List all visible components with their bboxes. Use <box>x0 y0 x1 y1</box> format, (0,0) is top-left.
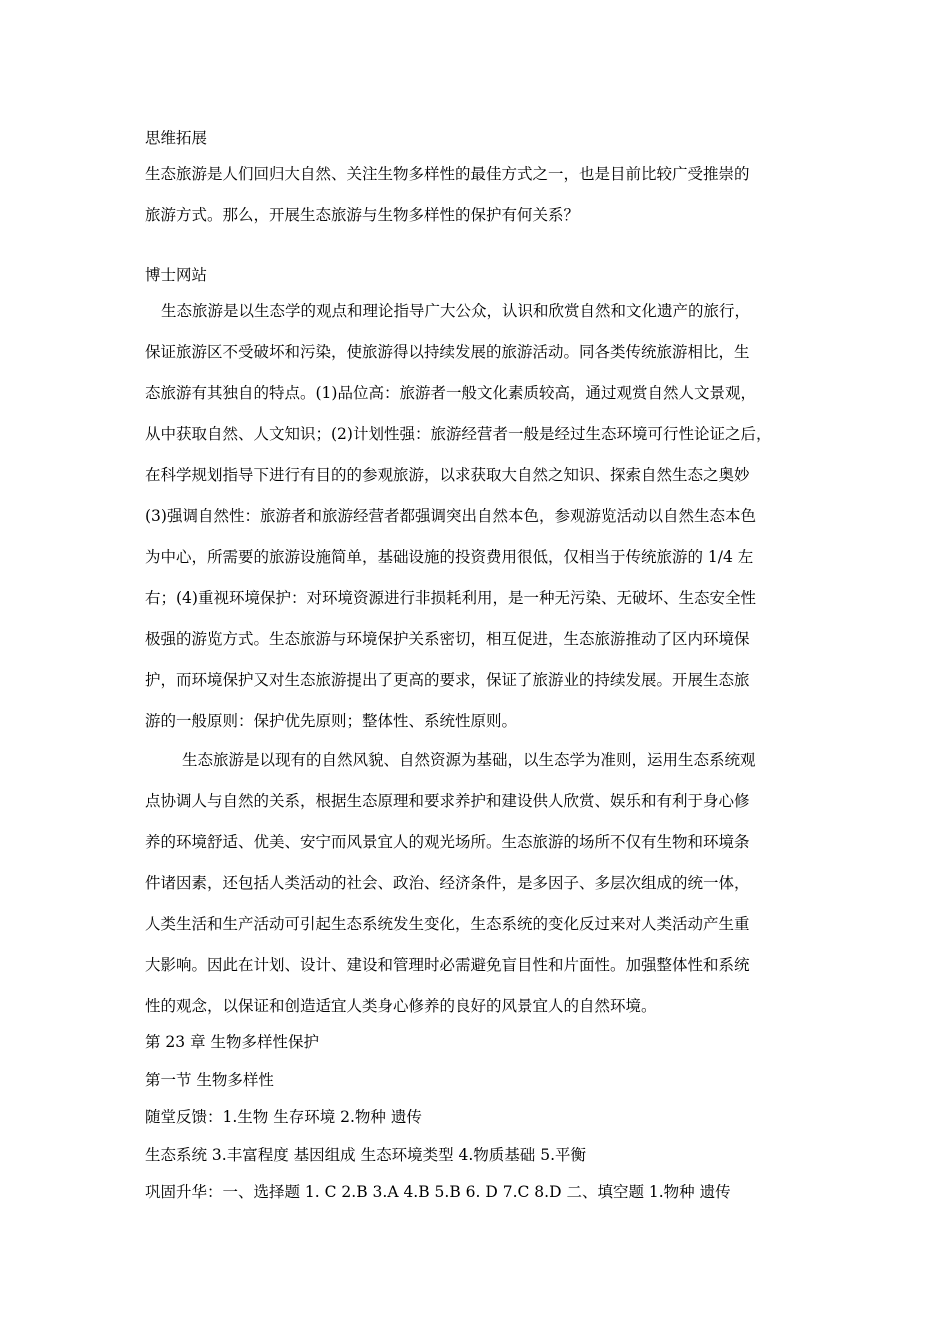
section-title: 第一节 生物多样性 <box>145 1071 274 1089</box>
thinking-line-2: 旅游方式。那么，开展生态旅游与生物多样性的保护有何关系？ <box>145 206 580 224</box>
doctor-para1-line-4: 从中获取自然、人文知识；(2)计划性强：旅游经营者一般是经过生态环境可行性论证之后， <box>145 425 772 443</box>
thinking-heading: 思维拓展 <box>145 129 208 147</box>
doctor-para2-line-6: 大影响。因此在计划、设计、建设和管理时必需避免盲目性和片面性。加强整体性和系统 <box>145 956 750 974</box>
doctor-para2-line-5: 人类生活和生产活动可引起生态系统发生变化，生态系统的变化反过来对人类活动产生重 <box>145 915 750 933</box>
doctor-para1-line-8: 右；(4)重视环境保护：对环境资源进行非损耗利用，是一种无污染、无破坏、生态安全性 <box>145 589 756 607</box>
doctor-para1-line-7: 为中心，所需要的旅游设施简单，基础设施的投资费用很低，仅相当于传统旅游的 1/4 左 <box>145 548 754 566</box>
thinking-line-1: 生态旅游是人们回归大自然、关注生物多样性的最佳方式之一，也是目前比较广受推崇的 <box>145 165 750 183</box>
doctor-para1-line-9: 极强的游览方式。生态旅游与环境保护关系密切，相互促进，生态旅游推动了区内环境保 <box>145 630 750 648</box>
doctor-para1-line-3: 态旅游有其独自的特点。(1)品位高：旅游者一般文化素质较高，通过观赏自然人文景观， <box>145 384 756 402</box>
doctor-para2-line-1: 生态旅游是以现有的自然风貌、自然资源为基础，以生态学为准则，运用生态系统观 <box>182 751 756 769</box>
feedback-line-2: 生态系统 3.丰富程度 基因组成 生态环境类型 4.物质基础 5.平衡 <box>145 1146 587 1164</box>
chapter-title: 第 23 章 生物多样性保护 <box>145 1033 320 1051</box>
doctor-heading: 博士网站 <box>145 266 208 284</box>
doctor-para2-line-7: 性的观念，以保证和创造适宜人类身心修养的良好的风景宜人的自然环境。 <box>145 997 657 1015</box>
doctor-para2-line-2: 点协调人与自然的关系，根据生态原理和要求养护和建设供人欣赏、娱乐和有利于身心修 <box>145 792 750 810</box>
doctor-para1-line-1: 生态旅游是以生态学的观点和理论指导广大公众，认识和欣赏自然和文化遗产的旅行， <box>161 302 751 320</box>
doctor-para1-line-2: 保证旅游区不受破坏和污染，使旅游得以持续发展的旅游活动。同各类传统旅游相比，生 <box>145 343 750 361</box>
doctor-para1-line-5: 在科学规划指导下进行有目的的参观旅游，以求获取大自然之知识、探索自然生态之奥妙 <box>145 466 750 484</box>
doctor-para1-line-10: 护，而环境保护又对生态旅游提出了更高的要求，保证了旅游业的持续发展。开展生态旅 <box>145 671 750 689</box>
doctor-para2-line-4: 件诸因素，还包括人类活动的社会、政治、经济条件，是多因子、多层次组成的统一体， <box>145 874 750 892</box>
doctor-para2-line-3: 养的环境舒适、优美、安宁而风景宜人的观光场所。生态旅游的场所不仅有生物和环境条 <box>145 833 750 851</box>
doctor-para1-line-11: 游的一般原则：保护优先原则；整体性、系统性原则。 <box>145 712 518 730</box>
consolidate-line: 巩固升华：一、选择题 1. C 2.B 3.A 4.B 5.B 6. D 7.C 8.D 二、填空题 1.物种 遗传 <box>145 1183 731 1201</box>
feedback-line-1: 随堂反馈：1.生物 生存环境 2.物种 遗传 <box>145 1108 422 1126</box>
doctor-para1-line-6: (3)强调自然性：旅游者和旅游经营者都强调突出自然本色，参观游览活动以自然生态本色 <box>145 507 756 525</box>
